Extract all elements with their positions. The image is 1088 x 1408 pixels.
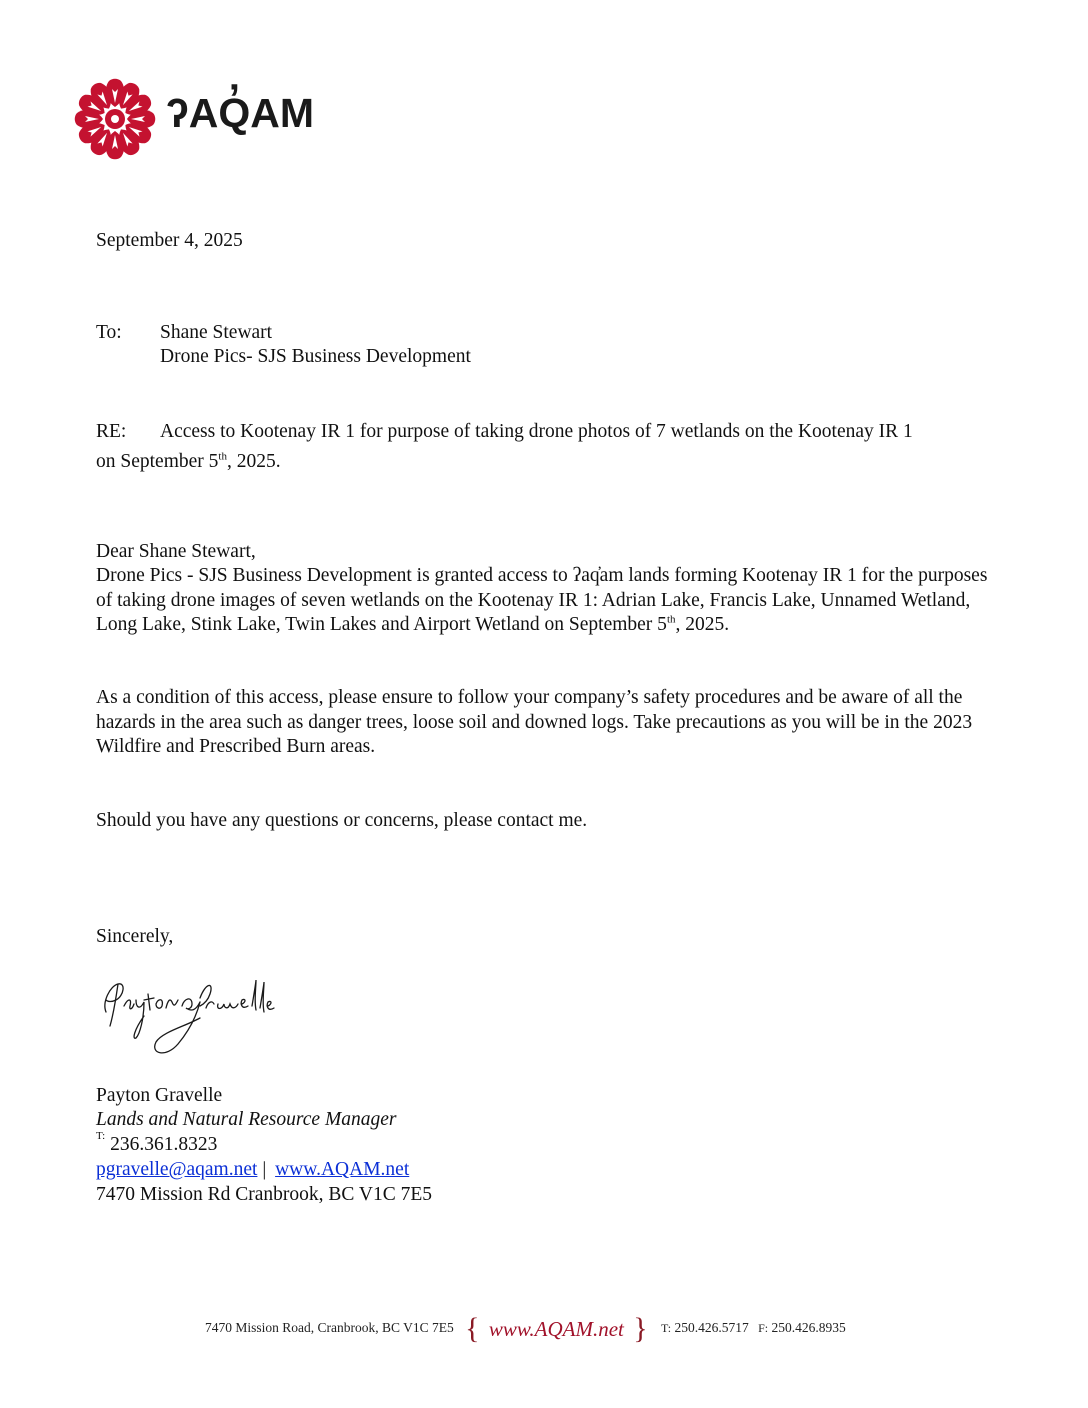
re-subject-line1: Access to Kootenay IR 1 for purpose of taking drone photos of 7 wetlands on the Kootenay IR 1: [160, 421, 913, 442]
website-link[interactable]: www.AQAM.net: [275, 1159, 410, 1180]
handwritten-signature: [96, 968, 296, 1060]
logo-wordmark: ʔAQ̓AM: [166, 90, 315, 136]
phone-number: 236.361.8323: [110, 1134, 218, 1155]
letterhead-footer: [205, 1312, 846, 1346]
email-link[interactable]: pgravelle@aqam.net: [96, 1159, 258, 1180]
body-paragraph-3: Should you have any questions or concerns, please contact me.: [96, 810, 588, 831]
phone-label: T:: [96, 1129, 106, 1142]
footer-fax-label: F:: [758, 1321, 769, 1336]
re-label: RE:: [96, 421, 127, 442]
footer-tel: 250.426.5717: [674, 1320, 749, 1336]
recipient-org: Drone Pics- SJS Business Development: [160, 346, 471, 367]
letter-date: September 4, 2025: [96, 230, 243, 251]
signer-contact-links: [96, 1158, 409, 1182]
footer-address: 7470 Mission Road, Cranbrook, BC V1C 7E5: [205, 1320, 454, 1336]
signer-address: 7470 Mission Rd Cranbrook, BC V1C 7E5: [96, 1184, 433, 1205]
body-paragraph-1: Drone Pics - SJS Business Development is granted access to ʔaq̓am lands forming Kootenay IR 1 for the purposes of taking drone images of seven wetlands on the Kootenay IR 1: Adrian Lake, Francis Lake, Unnamed Wetland, Long Lake, Stink Lake, Twin Lakes and Airport Wetland on September 5th, 2025.: [96, 565, 988, 635]
body-paragraph-2: As a condition of this access, please ensure to follow your company’s safety procedures and be aware of all the hazards in the area such as danger trees, loose soil and downed logs. Take precautions as you will be in the 2023 Wildfire and Prescribed Burn areas.: [96, 687, 973, 757]
footer-tel-label: T:: [661, 1321, 672, 1336]
footer-website[interactable]: www.AQAM.net: [488, 1316, 624, 1341]
footer-brace-close: }: [633, 1312, 648, 1345]
closing: Sincerely,: [96, 926, 174, 947]
salutation: Dear Shane Stewart,: [96, 541, 256, 562]
signer-phone: [96, 1129, 218, 1157]
to-label: To:: [96, 322, 122, 343]
flower-logo-icon: [74, 78, 156, 160]
recipient-name: Shane Stewart: [160, 322, 273, 343]
link-separator: |: [262, 1159, 267, 1180]
footer-brace-open: {: [465, 1312, 480, 1345]
signer-title: Lands and Natural Resource Manager: [96, 1109, 397, 1130]
footer-fax: 250.426.8935: [771, 1320, 846, 1336]
re-subject-line2: on September 5th, 2025.: [96, 450, 281, 472]
signer-name: Payton Gravelle: [96, 1085, 223, 1106]
